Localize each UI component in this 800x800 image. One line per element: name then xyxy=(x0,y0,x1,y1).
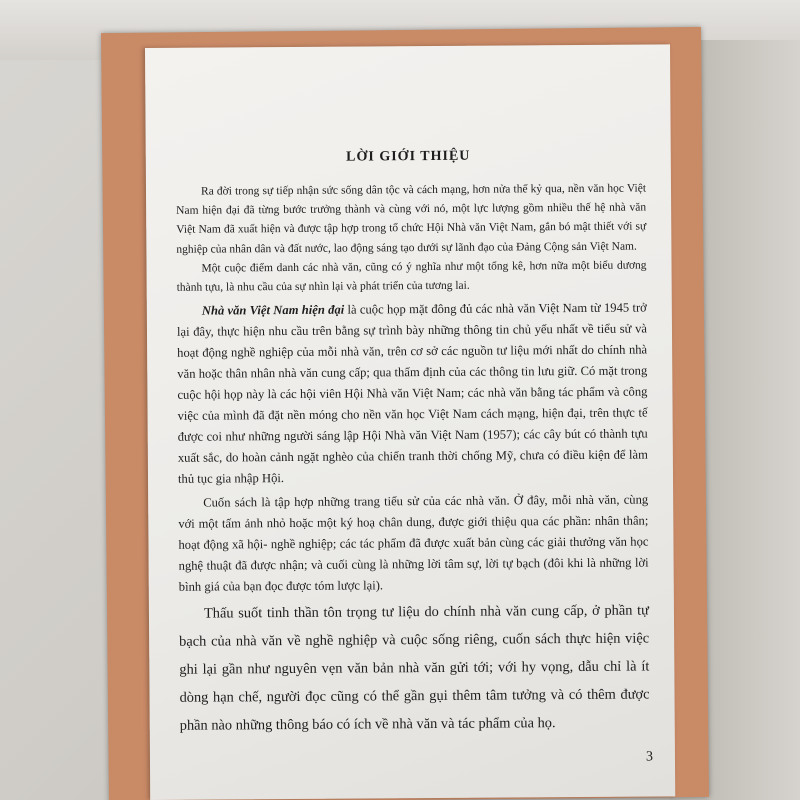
paragraph-3 xyxy=(177,298,648,490)
paragraph-4: Cuốn sách là tập hợp những trang tiểu sử của các nhà văn. Ở đây, mỗi nhà văn, cùng với một tấm ảnh nhỏ hoặc một ký hoạ chân dung, được giới thiệu qua các phần: nhân thân; hoạt động xã hội- nghề nghiệp; các tác phẩm đã được xuất bản cùng các giải thưởng văn học nghệ thuật đã được nhận; và cuối cùng là những lời tâm sự, lời tự bạch (đôi khi là những lời bình giá của bạn đọc được tóm lược lại). xyxy=(178,492,649,594)
paragraph-1: Ra đời trong sự tiếp nhận sức sống dân tộc và cách mạng, hơn nửa thế kỷ qua, nền văn học Việt Nam hiện đại đã từng bước trưởng thành và cùng với nó, một lực lượng gồm nhiều thế hệ nhà văn Việt Nam đã xuất hiện và được tập hợp trong tổ chức Hội Nhà văn Việt Nam, gắn bó mật thiết với sự nghiệp của nhân dân và đất nước, lao động sáng tạo dưới sự lãnh đạo của Đảng Cộng sản Việt Nam. xyxy=(176,182,647,256)
book-page xyxy=(145,44,675,800)
paragraph-3-text: là cuộc họp mặt đông đủ các nhà văn Việt Nam từ 1945 trở lại đây, thực hiện nhu cầu trên bằng sự trình bày những thông tin chủ yếu nhất về tiểu sử và hoạt động nghề nghiệp của mỗi nhà văn, trên cơ sở các nguồn tư liệu mới nhất do chính nhà văn hoặc thân nhân nhà văn cung cấp; qua thẩm định của các thông tin lưu giữ. Có mặt trong cuộc hội họp này là các hội viên Hội Nhà văn Việt Nam; các nhà văn bằng tác phẩm và công việc của mình đã đặt nền móng cho nền văn học Việt Nam cách mạng, hiện đại, trên thực tế được coi như những người sáng lập Hội Nhà văn Việt Nam (1957); các cây bút có thành tựu xuất sắc, do hoàn cảnh ngặt nghèo của chiến tranh thời chống Mỹ, chưa có điều kiện để làm thủ tục gia nhập Hội. xyxy=(176,300,648,486)
page-title: LỜI GIỚI THIỆU xyxy=(346,148,471,165)
paragraph-5: Thấu suốt tinh thần tôn trọng tư liệu do chính nhà văn cung cấp, ở phần tự bạch của nhà văn về nghề nghiệp và cuộc sống riêng, cuốn sách thực hiện việc ghi lại gần như nguyên vẹn văn bản nhà văn gửi tới; với hy vọng, dẫu chỉ là ít dòng hạn chế, người đọc cũng có thể gần gụi thêm tâm tưởng và có thêm được phần nào những thông báo có ích về nhà văn và tác phẩm của họ. xyxy=(179,602,650,734)
page-number: 3 xyxy=(645,749,654,765)
page-body xyxy=(176,180,650,740)
book-title-emphasis: Nhà văn Việt Nam hiện đại xyxy=(201,302,345,318)
paragraph-2: Một cuộc điểm danh các nhà văn, cũng có ý nghĩa như một tổng kê, hơn nữa một biểu dương thành tựu, là nhu cầu của sự nhìn lại và phát triển của tương lai. xyxy=(176,259,647,294)
